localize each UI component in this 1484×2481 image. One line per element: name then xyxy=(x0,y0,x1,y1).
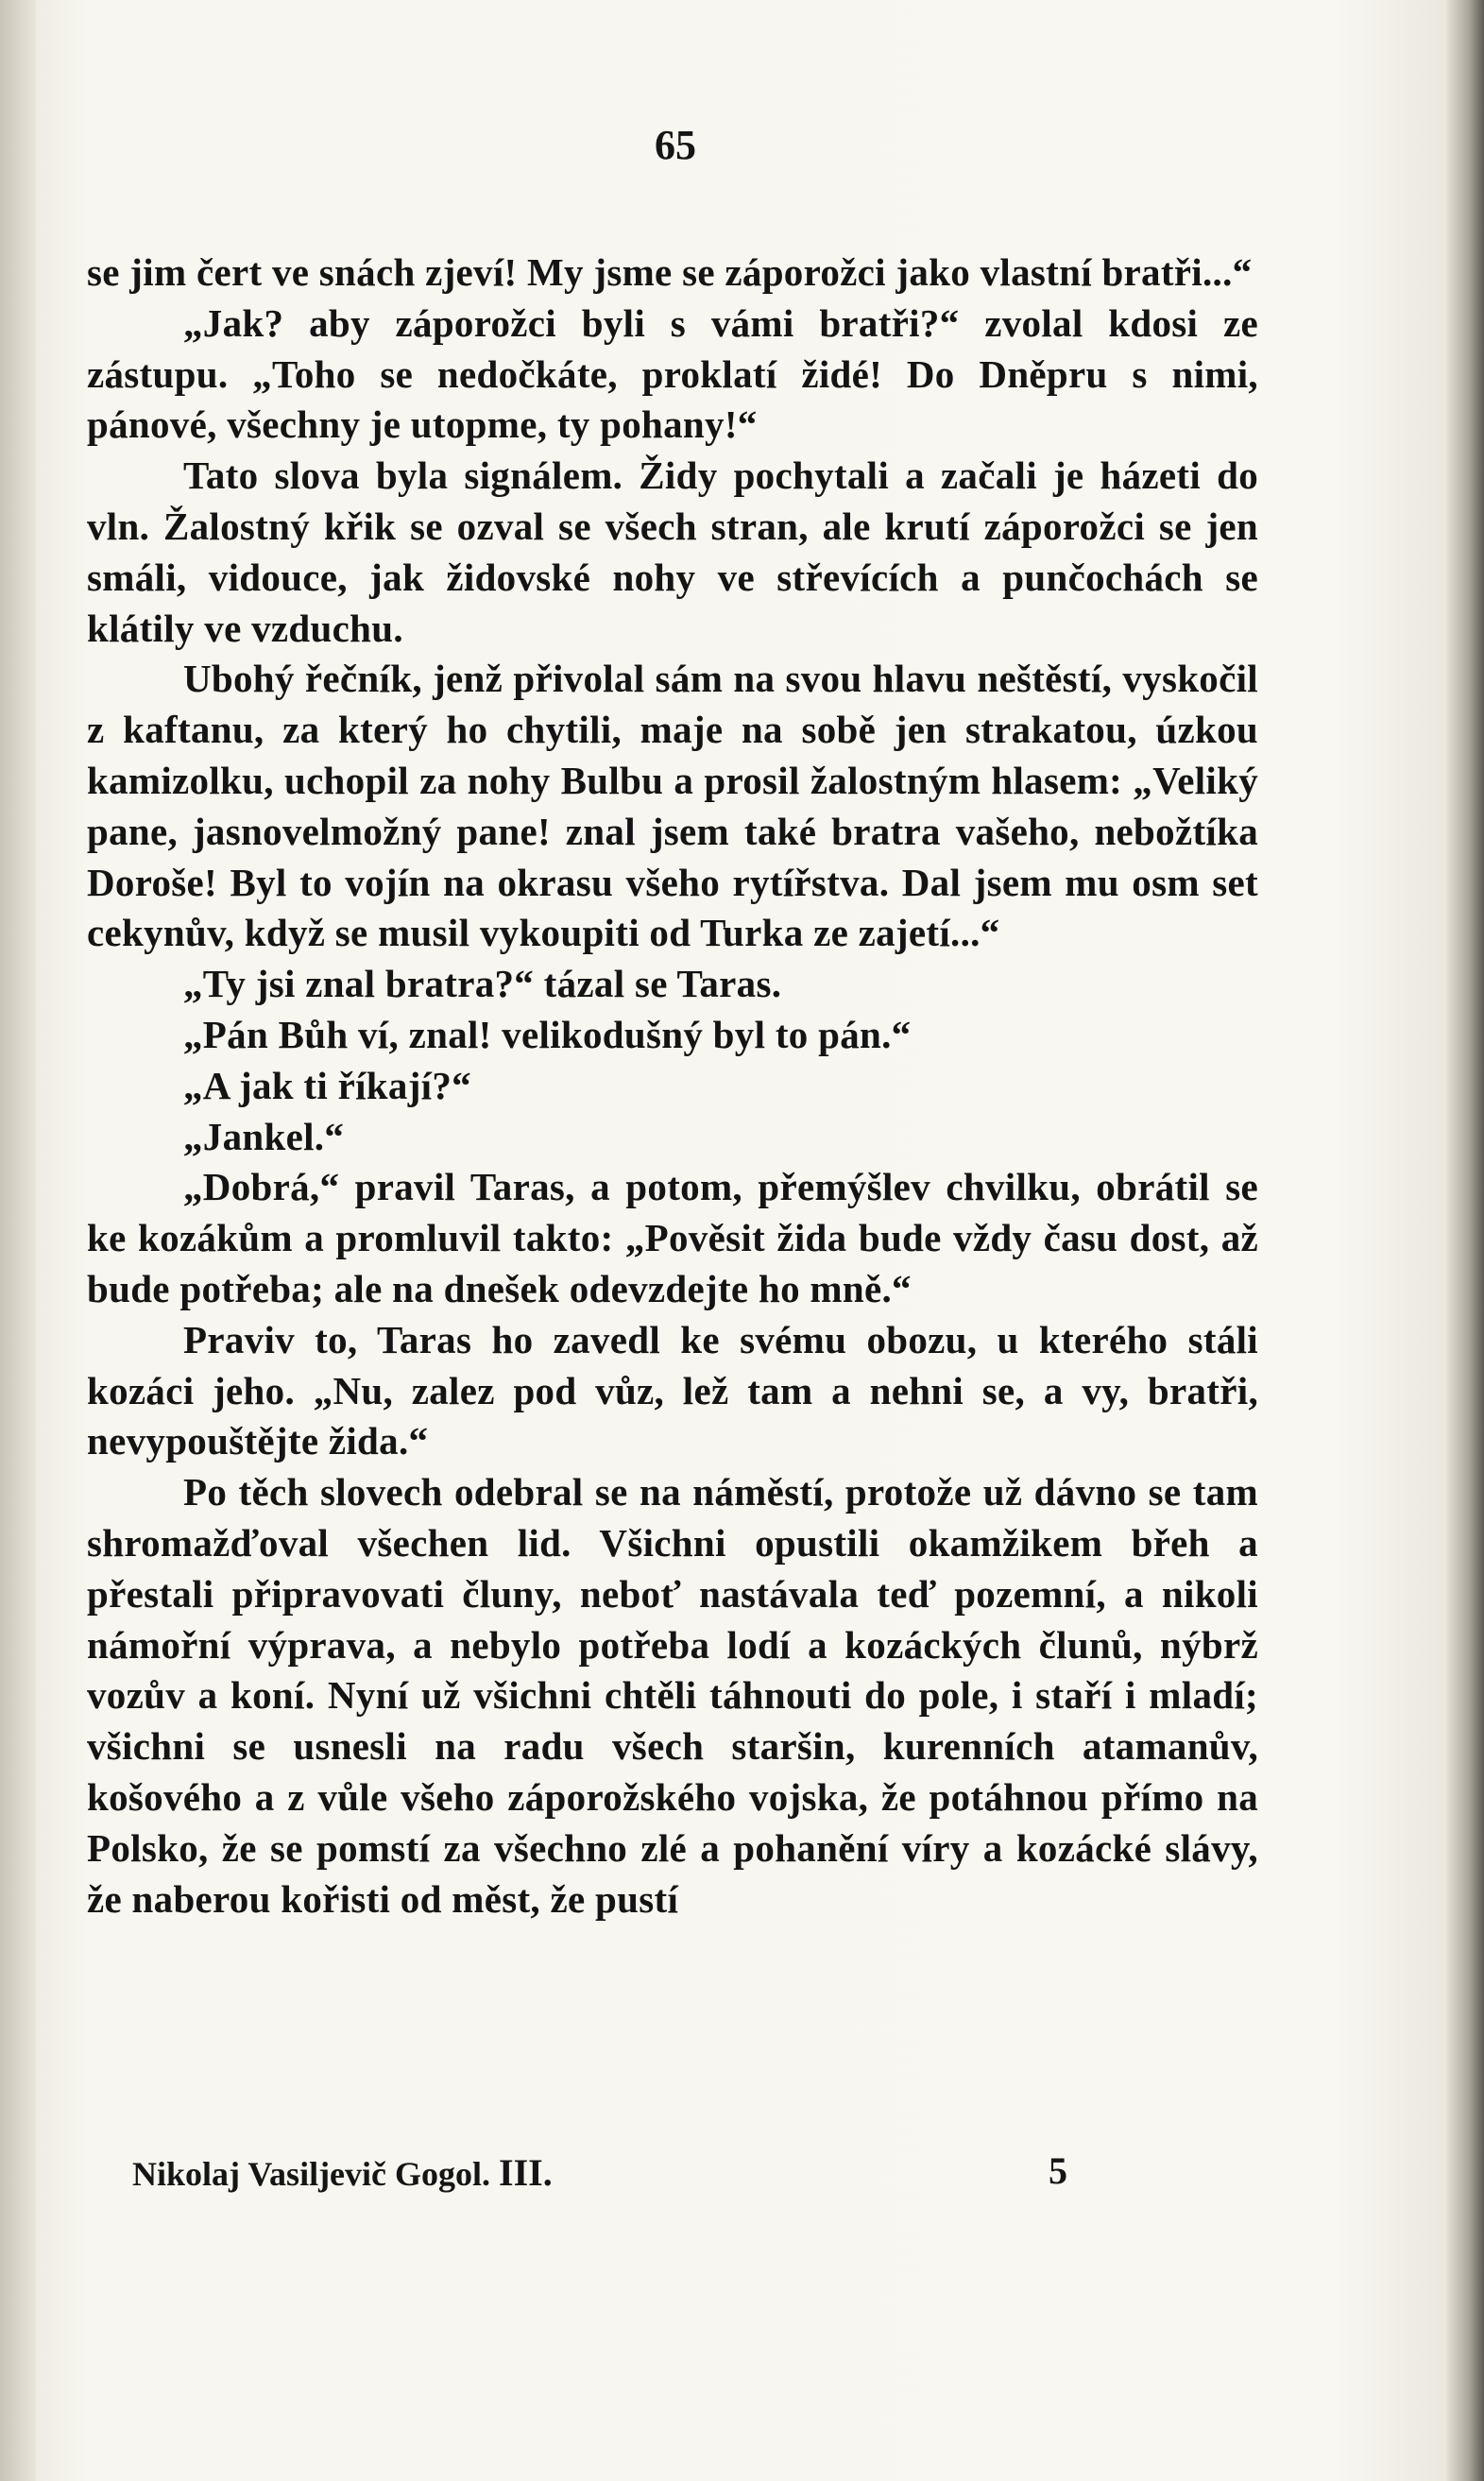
paragraph: Praviv to, Taras ho zavedl ke svému obozu, u kterého stáli kozáci jeho. „Nu, zalez pod vůz, lež tam a nehni se, a vy, bratři, nevypouštějte žida.“ xyxy=(87,1317,1258,1463)
paragraph: Tato slova byla signálem. Židy pochytali a začali je házeti do vln. Žalostný křik se ozval se všech stran, ale krutí záporožci se jen smáli, vidouce, jak židovské nohy ve střevících a punčochách se klátily ve vzduchu. xyxy=(87,453,1258,650)
paragraph: Ubohý řečník, jenž přivolal sám na svou hlavu neštěstí, vyskočil z kaftanu, za který ho chytili, maje na sobě jen strakatou, úzkou kamizolku, uchopil za nohy Bulbu a prosil žalostným hlasem: „Veliký pane, jasnovelmožný pane! znal jsem také bratra vašeho, nebožtíka Doroše! Byl to vojín na okrasu všeho rytířstva. Dal jsem mu osm set cekynův, když se musil vykoupiti od Turka ze zajetí...“ xyxy=(87,657,1258,955)
footer-signature-mark: 5 xyxy=(1049,2149,1067,2192)
paragraph-continuation: se jim čert ve snách zjeví! My jsme se záporožci jako vlastní bratři...“ xyxy=(87,250,1253,294)
paragraph: „A jak ti říkají?“ xyxy=(183,1063,471,1107)
body-text xyxy=(87,248,1258,1925)
paragraph: „Jak? aby záporožci byli s vámi bratři?“ zvolal kdosi ze zástupu. „Toho se nedočkáte, proklatí židé! Do Dněpru s nimi, pánové, všechny je utopme, ty pohany!“ xyxy=(87,300,1258,447)
page-edge-right xyxy=(1446,0,1484,2481)
footer-author-line xyxy=(132,2150,553,2195)
paragraph: „Dobrá,“ pravil Taras, a potom, přemýšlev chvilku, obrátil se ke kozákům a promluvil takto: „Pověsit žida bude vždy času dost, až bude potřeba; ale na dnešek odevzdejte ho mně.“ xyxy=(87,1165,1258,1310)
paragraph: „Ty jsi znal bratra?“ tázal se Taras. xyxy=(183,962,782,1006)
paragraph: „Jankel.“ xyxy=(183,1114,345,1158)
footer-author: Nikolaj Vasiljevič Gogol. xyxy=(132,2155,491,2193)
page-number: 65 xyxy=(655,122,696,168)
footer-volume: III. xyxy=(499,2151,553,2194)
paragraph: Po těch slovech odebral se na náměstí, protože už dávno se tam shromažďoval všechen lid. Všichni opustili okamžikem břeh a přestali připravovati čluny, neboť nastávala teď pozemní, a nikoli námořní výprava, a nebylo potřeba lodí a kozáckých člunů, nýbrž vozův a koní. Nyní už všichni chtěli táhnouti do pole, i staří i mladí; všichni se usnesli na radu všech staršin, kurenních atamanův, košového a z vůle všeho záporožského vojska, že potáhnou přímo na Polsko, že se pomstí za všechno zlé a pohanění víry a kozácké slávy, že naberou kořisti od měst, že pustí xyxy=(87,1470,1258,1921)
page-edge-left xyxy=(0,0,36,2481)
paragraph: „Pán Bůh ví, znal! velikodušný byl to pán.“ xyxy=(183,1012,912,1056)
